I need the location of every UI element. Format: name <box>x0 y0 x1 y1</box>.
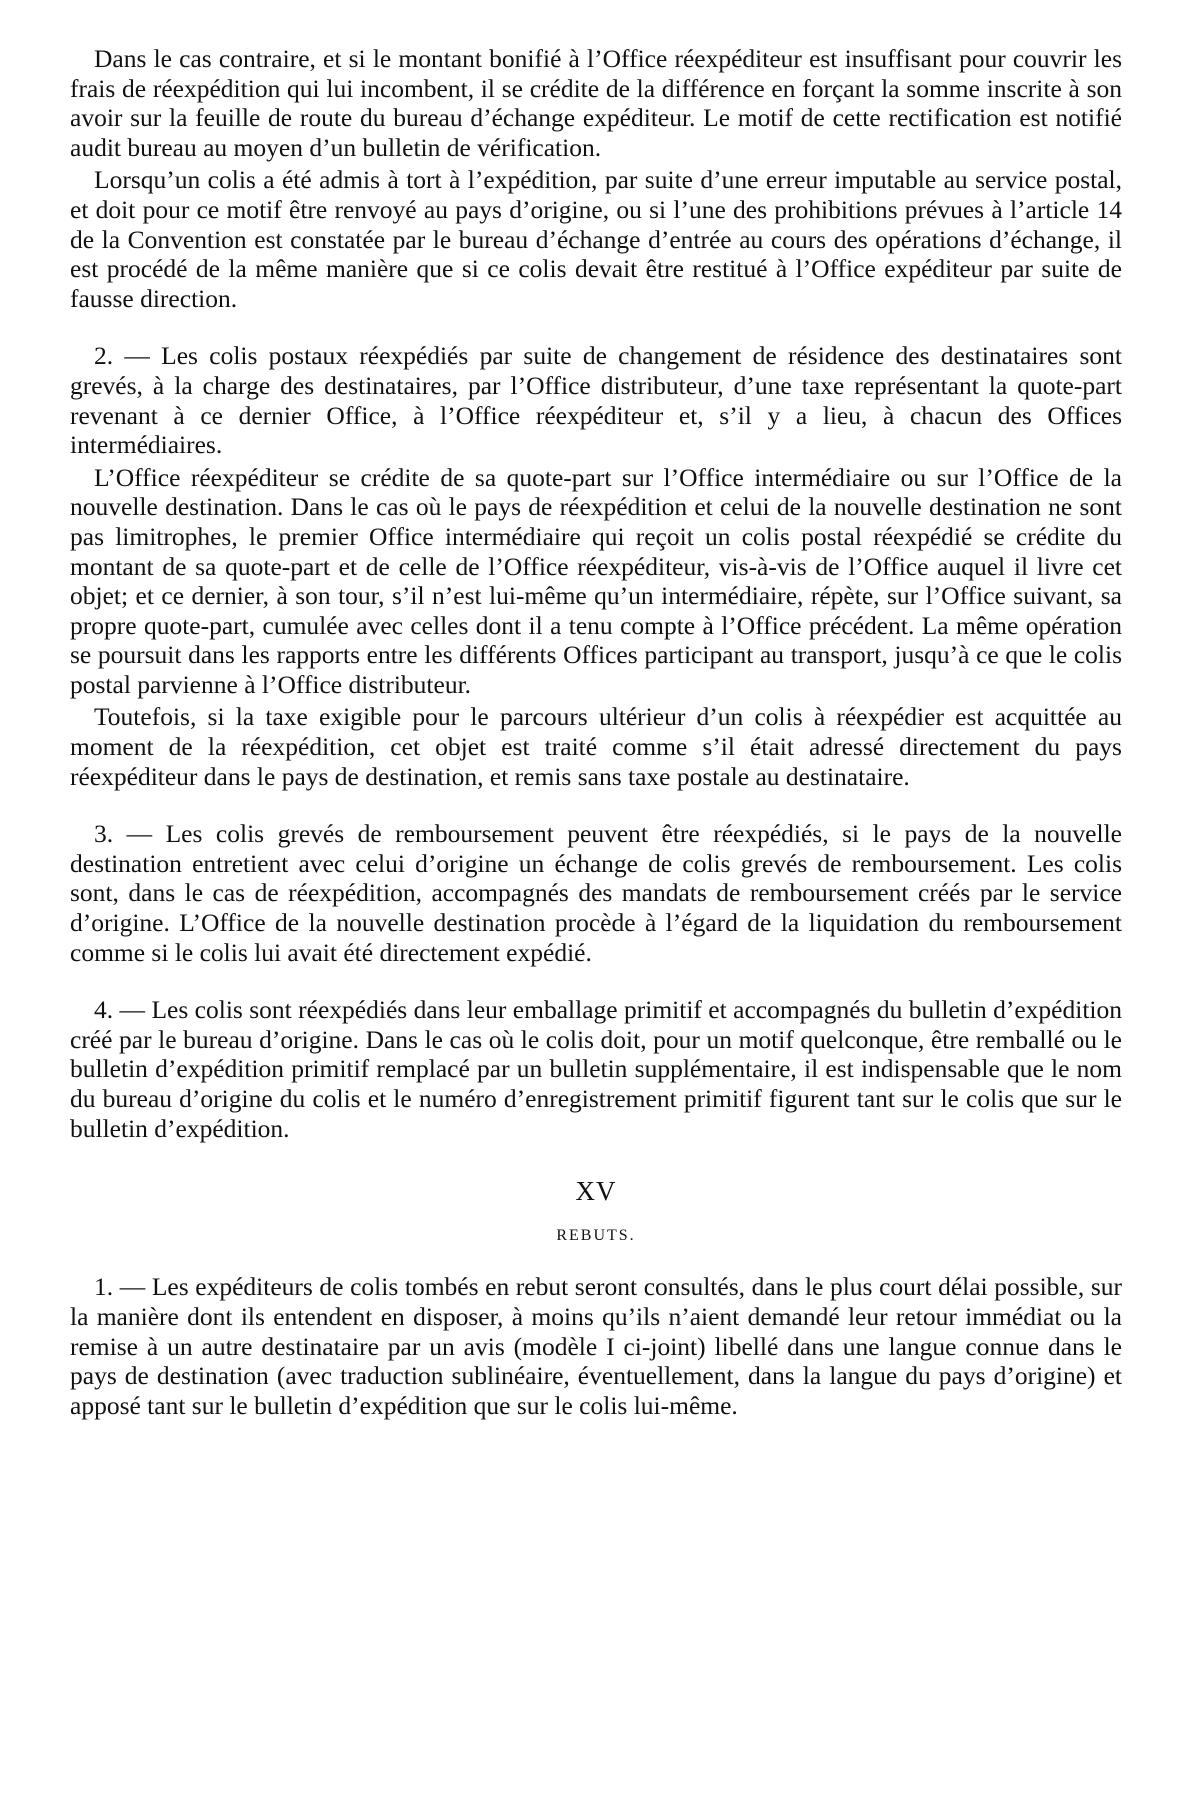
section-numeral: XV <box>575 1176 617 1207</box>
paragraph-rectification: Dans le cas contraire, et si le montant bonifié à l’Office réexpéditeur est insuffisant pour couvrir les frais de réexpédition qui lui incombent, il se crédite de la différence en forçant la somme inscrite à son avoir sur la feuille de route du bureau d’échange expéditeur. Le motif de cette rectification est notifié audit bureau au moyen d’un bulletin de vérification. <box>70 44 1122 162</box>
paragraph-item-4-packaging: 4. — Les colis sont réexpédiés dans leur emballage primitif et accompagnés du bulletin d’expédition créé par le bureau d’origine. Dans le cas où le colis doit, pour un motif quelconque, être remballé ou le bulletin d’expédition primitif remplacé par un bulletin supplémentaire, il est indispensable que le nom du bureau d’origine du colis et le numéro d’enregistrement primitif figurent tant sur le colis que sur le bulletin d’expédition. <box>70 995 1122 1143</box>
paragraph-item-2-redirection-fees: 2. — Les colis postaux réexpédiés par suite de changement de résidence des destinataires sont grevés, à la charge des destinataires, par l’Office distributeur, d’une taxe représentant la quote-part revenant à ce dernier Office, à l’Office réexpéditeur et, s’il y a lieu, à chacun des Offices intermédiaires. <box>70 341 1122 460</box>
section-title: REBUTS. <box>556 1226 636 1244</box>
paragraph-rebuts-item-1: 1. — Les expéditeurs de colis tombés en rebut seront consultés, dans le plus court délai possible, sur la manière dont ils entendent en disposer, à moins qu’ils n’aient demandé leur retour immédiat ou la remise à un autre destinataire par un avis (modèle I ci-joint) libellé dans une langue connue dans le pays de destination (avec traduction sublinéaire, éventuellement, dans la langue du pays d’origine) et apposé tant sur le bulletin d’expédition que sur le colis lui-même. <box>70 1272 1122 1420</box>
paragraph-item-3-cash-on-delivery: 3. — Les colis grevés de remboursement peuvent être réexpédiés, si le pays de la nouvelle destination entretient avec celui d’origine un échange de colis grevés de remboursement. Les colis sont, dans le cas de réexpédition, accompagnés des mandats de remboursement créés par le service d’origine. L’Office de la nouvelle destination procède à l’égard de la liquidation du remboursement comme si le colis lui avait été directement expédié. <box>70 819 1122 967</box>
paragraph-erroneous-admission: Lorsqu’un colis a été admis à tort à l’expédition, par suite d’une erreur imputable au service postal, et doit pour ce motif être renvoyé au pays d’origine, ou si l’une des prohibitions prévues à l’article 14 de la Convention est constatée par le bureau d’échange d’entrée au cours des opérations d’échange, il est procédé de la même manière que si ce colis devait être restitué à l’Office expéditeur par suite de fausse direction. <box>70 165 1122 313</box>
document-page <box>70 44 1122 1420</box>
paragraph-quote-part-credit: L’Office réexpéditeur se crédite de sa quote-part sur l’Office intermédiaire ou sur l’Office de la nouvelle destination. Dans le cas où le pays de réexpédition et celui de la nouvelle destination ne sont pas limitrophes, le premier Office intermédiaire qui reçoit un colis postal réexpédié se crédite du montant de sa quote-part et de celle de l’Office réexpéditeur, vis-à-vis de l’Office auquel il livre cet objet; et ce dernier, à son tour, s’il n’est lui-même qu’un intermédiaire, répète, sur l’Office suivant, sa propre quote-part, cumulée avec celles dont il a tenu compte à l’Office précédent. La même opération se poursuit dans les rapports entre les différents Offices participant au transport, jusqu’à ce que le colis postal parvienne à l’Office distributeur. <box>70 462 1122 699</box>
paragraph-prepaid-redirection: Toutefois, si la taxe exigible pour le parcours ultérieur d’un colis à réexpédier est acquittée au moment de la réexpédition, cet objet est traité comme s’il était adressé directement du pays réexpéditeur dans le pays de destination, et remis sans taxe postale au destinataire. <box>70 702 1122 791</box>
